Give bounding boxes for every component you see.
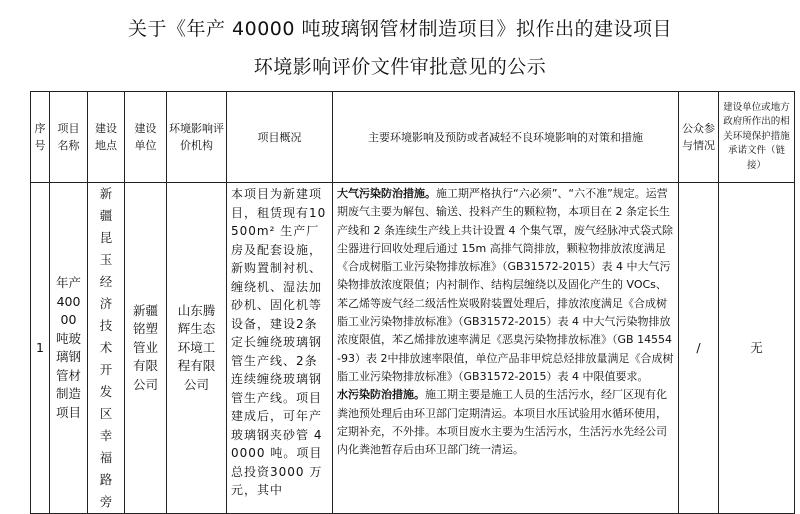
approval-table [30,91,795,514]
header-project-name: 项目名称 [50,92,88,183]
cell-location: 新疆昆玉经济技术开发区幸福路旁 [88,183,125,514]
header-location: 建设地点 [88,92,125,183]
air-measures-heading: 大气污染防治措施。 [337,187,436,200]
header-participation: 公众参与情况 [679,92,719,183]
cell-eia-agency: 山东腾辉生态环境工程有限公司 [167,183,227,514]
cell-project-name: 年产40000吨玻璃钢管材制造项目 [50,183,88,514]
water-measures-text: 施工期主要是施工人员的生活污水，经厂区现有化粪池预处理后由环卫部门定期清运。本项目水压试验用水循环使用，定期补充，不外排。本项目废水主要为生活污水，生活污水先经公司内化粪池暂存后由环卫部门统一清运。 [337,388,667,457]
page-title-line-1: 关于《年产 40000 吨玻璃钢管材制造项目》拟作出的建设项目 [127,18,673,40]
header-measures: 主要环境影响及预防或者减轻不良环境影响的对策和措施 [333,92,679,183]
cell-seq: 1 [31,183,50,514]
header-eia-agency: 环境影响评价机构 [167,92,227,183]
cell-participation: / [679,183,719,514]
table-row [31,183,795,514]
cell-commitment: 无 [719,183,795,514]
air-measures-text: 施工期严格执行“六必须”、“六不准”规定。运营期废气主要为解包、输送、投料产生的颗粒物，本项目在 2 条定长生产线和 2 条连续生产线上共计设置 4 个集气罩，废气经脉冲式袋式除尘器进行回收处理后通过 15m 高排气筒排放，颗粒物排放浓度满足《合成树脂工业污染物排放标准》（GB31572-2015）表 4 中大气污染物排放浓度限值；内衬制作、结构层缠绕以及固化产生的 VOCs、苯乙烯等废气经二级活性炭吸附装置处理后，排放浓度满足《合成树脂工业污染物排放标准》（GB31572-2015）表 4 中大气污染物排放浓度限值，苯乙烯排放速率满足《恶臭污染物排放标准》（GB 14554-93）表 2中排放速率限值，单位产品非甲烷总烃排放量满足《合成树脂工业污染物排放标准》（GB31572-2015）表 4 中限值要求。 [337,187,674,383]
water-measures-heading: 水污染防治措施。 [337,388,425,402]
header-overview: 项目概况 [227,92,333,183]
header-commitment: 建设单位或地方政府所作出的相关环境保护措施承诺文件（链接） [719,92,795,183]
header-builder: 建设单位 [125,92,167,183]
header-seq: 序号 [31,92,50,183]
table-header-row [31,92,795,183]
page-title-line-2: 环境影响评价文件审批意见的公示 [253,56,547,78]
cell-overview: 本项目为新建项目，租赁现有10500m² 生产厂房及配套设施，新购置制衬机、缠绕机、湿法加砂机、固化机等设备，建设2条定长缠绕玻璃钢管生产线、2条连续缠绕玻璃钢管生产线。项目建成后，可年产玻璃钢夹砂管 40000 吨。项目总投资3000 万元，其中 [227,183,333,514]
cell-measures [333,183,679,514]
cell-builder: 新疆铭塑管业有限公司 [125,183,167,514]
